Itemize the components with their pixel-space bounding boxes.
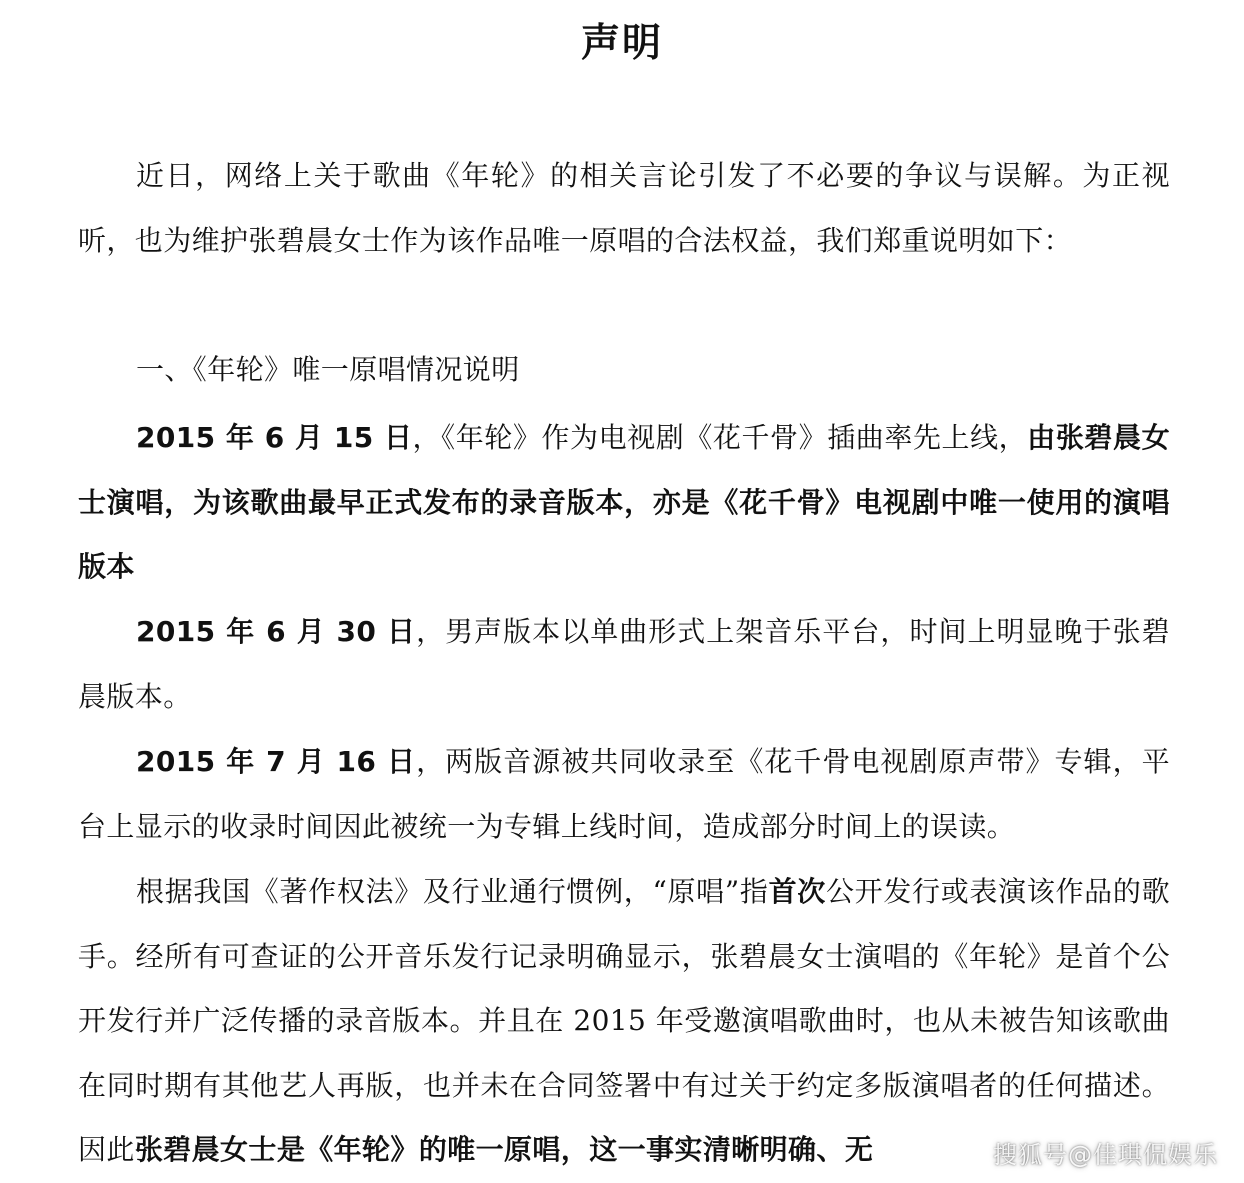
entry-3-text: ，两版音源被共同收录至《花千骨电视剧原声带》专辑，平台上显示的收录时间因此被统一为专辑上线时间，造成部分时间上的误读。 <box>78 745 1171 843</box>
intro-paragraph: 近日，网络上关于歌曲《年轮》的相关言论引发了不必要的争议与误解。为正视听，也为维护张碧晨女士作为该作品唯一原唱的合法权益，我们郑重说明如下： <box>78 159 1170 257</box>
entry-paragraph-1 <box>78 406 1170 600</box>
entry-2-date: 2015 年 6 月 30 日 <box>136 615 417 648</box>
source-watermark: 搜狐号@佳琪侃娱乐 <box>993 1141 1218 1169</box>
copyright-paragraph <box>78 860 1170 1183</box>
document-title: 声明 <box>580 21 663 66</box>
copyright-bold-1: 首次 <box>768 875 826 908</box>
section-heading: 一、《年轮》唯一原唱情况说明 <box>136 353 520 386</box>
entry-paragraph-2 <box>78 600 1170 729</box>
copyright-text-2: 公开发行或表演该作品的歌手。经所有可查证的公开音乐发行记录明确显示，张碧晨女士演唱的《年轮》是首个公开发行并广泛传播的录音版本。并且在 2015 年受邀演唱歌曲时，也从未被告知该歌曲在同时期有其他艺人再版，也并未在合同签署中有过关于约定多版演唱者的任何描述。因此 <box>78 875 1170 1166</box>
entry-3-date: 2015 年 7 月 16 日 <box>136 745 417 778</box>
copyright-text-1: 根据我国《著作权法》及行业通行惯例，“原唱”指 <box>136 875 769 908</box>
entry-2-text: ，男声版本以单曲形式上架音乐平台，时间上明显晚于张碧晨版本。 <box>78 615 1171 713</box>
entry-paragraph-3 <box>78 730 1170 859</box>
copyright-bold-2: 张碧晨女士是《年轮》的唯一原唱，这一事实清晰明确、无 <box>134 1133 874 1166</box>
entry-1-text: ，《年轮》作为电视剧《花千骨》插曲率先上线， <box>412 421 1028 454</box>
entry-1-date: 2015 年 6 月 15 日 <box>136 421 413 454</box>
entry-1-bold-text: 由张碧晨女士演唱，为该歌曲最早正式发布的录音版本，亦是《花千骨》电视剧中唯一使用的演唱版本 <box>78 421 1170 583</box>
